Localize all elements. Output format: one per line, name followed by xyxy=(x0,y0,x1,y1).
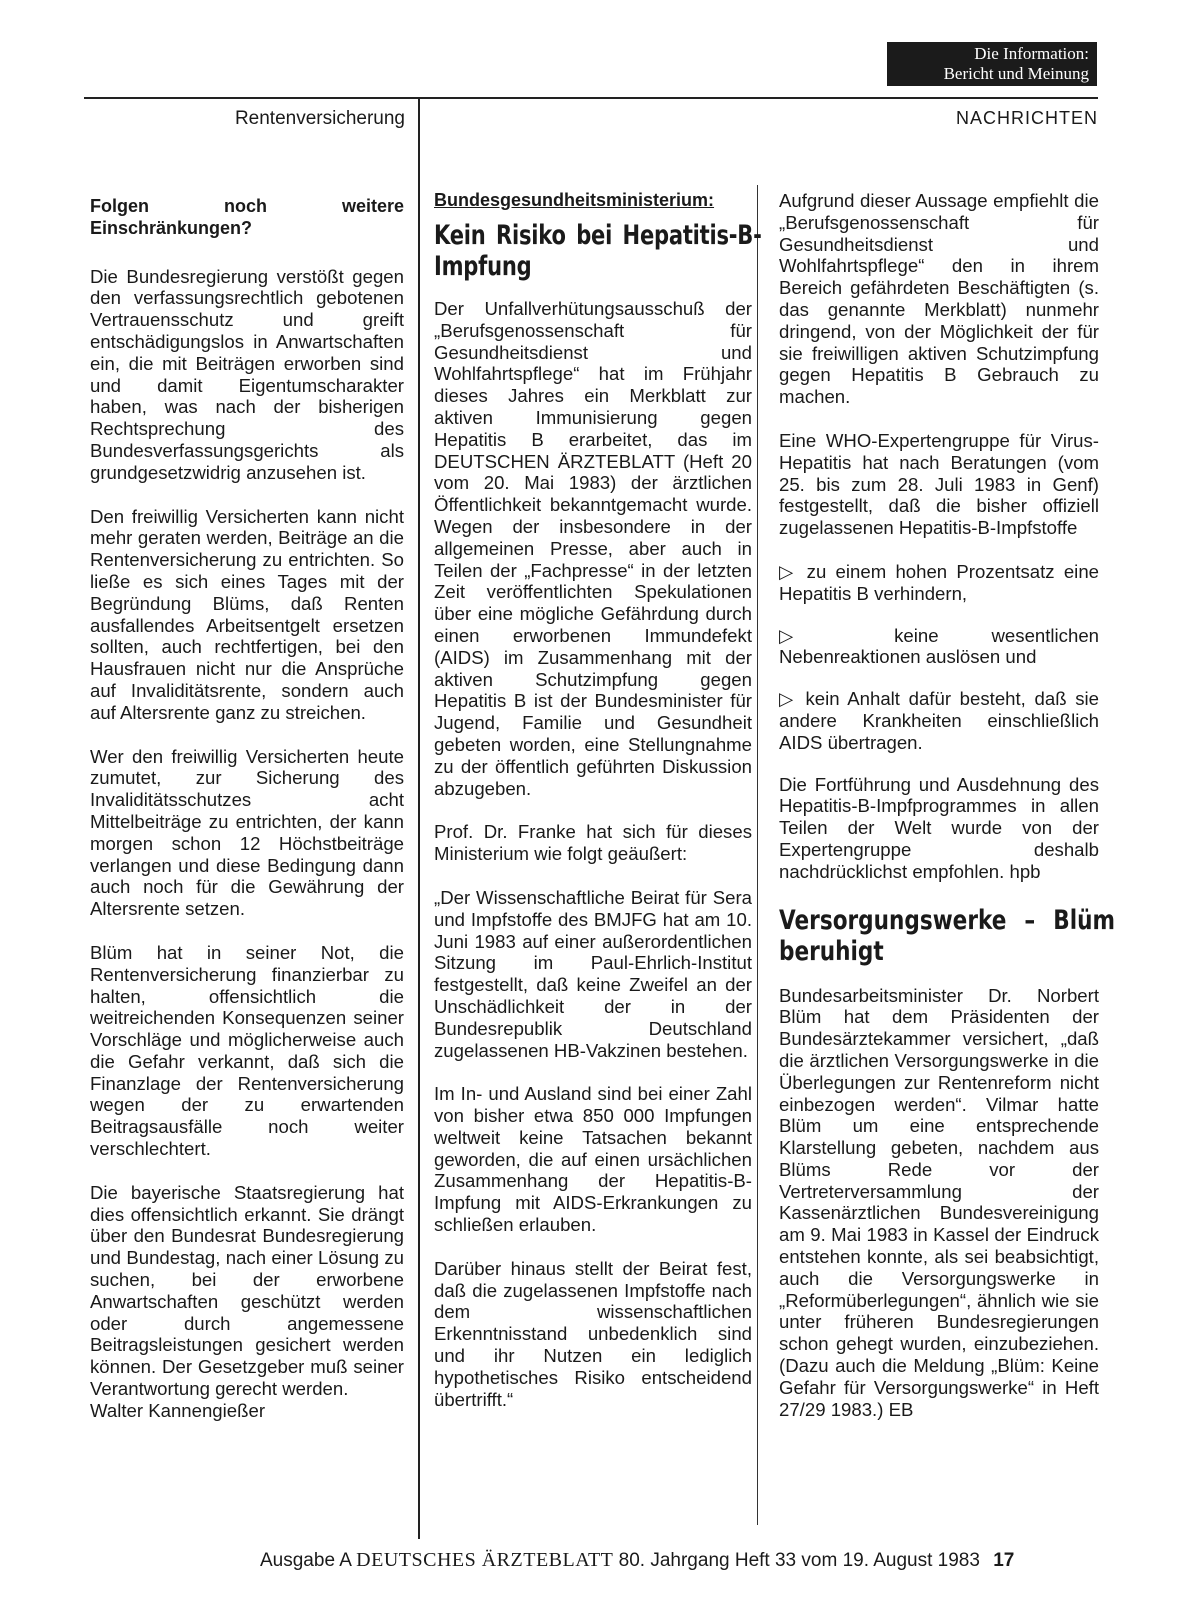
column-divider-right xyxy=(757,185,758,1525)
section-label-right: NACHRICHTEN xyxy=(955,108,1098,128)
page-footer xyxy=(260,1549,1105,1572)
paragraph: Darüber hinaus stellt der Beirat fest, daß die zugelassenen Impfstoffe nach dem wissenschaftlichen Erkenntnisstand unbedenklich sind und ihr Nutzen ein lediglich hypothetisches Risiko entscheidend übertrifft.“ xyxy=(434,1257,752,1410)
paragraph: Blüm hat in seiner Not, die Rentenversicherung finanzierbar zu halten, offensichtlich die weitreichenden Konsequenzen seiner Vorschläge und möglicherweise auch die Gefahr verkannt, daß sich die Finanzlage der Rentenversicherung wegen der zu erwartenden Beitragsausfälle noch weiter verschlechtert. xyxy=(90,941,404,1160)
footer-issue: 80. Jahrgang Heft 33 vom 19. August 1983 xyxy=(618,1550,980,1571)
paragraph: Prof. Dr. Franke hat sich für dieses Ministerium wie folgt geäußert: xyxy=(434,821,752,865)
paragraph: Der Unfallverhütungsausschuß der „Berufsgenossenschaft für Gesundheitsdienst und Wohlfahrtspflege“ hat im Frühjahr dieses Jahres ein Merkblatt zur aktiven Immunisierung gegen Hepatitis B erarbeitet, das im DEUTSCHEN ÄRZTEBLATT (Heft 20 vom 20. Mai 1983) der ärztlichen Öffentlichkeit bekanntgemacht wurde. Wegen der insbesondere in der allgemeinen Presse, aber auch in Teilen der „Fachpresse“ in der letzten Zeit veröffentlichten Spekulationen über eine mögliche Gefährdung durch einen erworbenen Immundefekt (AIDS) im Zusammenhang mit der aktiven Schutzimpfung gegen Hepatitis B ist der Bundesminister für Jugend, Familie und Gesundheit gebeten worden, eine Stellungnahme zu der öffentlich geführten Diskussion abzugeben. xyxy=(434,298,752,799)
column-right xyxy=(779,190,1115,1442)
section-badge xyxy=(887,42,1097,86)
paragraph: „Der Wissenschaftliche Beirat für Sera und Impfstoffe des BMJFG hat am 10. Juni 1983 auf einer außerordentlichen Sitzung im Paul-Ehrlich-Institut festgestellt, daß keine Zweifel an der Unschädlichkeit der in der Bundesrepublik Deutschland zugelassenen HB-Vakzinen bestehen. xyxy=(434,886,752,1061)
article-kicker: Bundesgesundheitsministerium: xyxy=(434,190,715,210)
paragraph: Im In- und Ausland sind bei einer Zahl von bisher etwa 850 000 Impfungen weltweit keine Tatsachen bekannt geworden, die auf einen ursächlichen Zusammenhang der Hepatitis-B-Impfung mit AIDS-Erkrankungen zu schließen erlauben. xyxy=(434,1083,752,1236)
paragraph: Die Bundesregierung verstößt gegen den verfassungsrechtlich gebotenen Vertrauensschutz und greift entschädigungslos in Anwartschaften ein, die mit Beiträgen erworben sind und damit Eigentumscharakter haben, was nach der bisherigen Rechtsprechung des Bundesverfassungsgerichts als grundgesetzwidrig anzusehen ist. xyxy=(90,265,404,483)
bullet-item: ▷ kein Anhalt dafür besteht, daß sie andere Krankheiten einschließlich AIDS übertragen. xyxy=(779,688,1099,753)
paragraph: Aufgrund dieser Aussage empfiehlt die „Berufsgenossenschaft für Gesundheitsdienst und Wohlfahrtspflege“ den in ihrem Bereich gefährdeten Beschäftigten (s. das genannte Merkblatt) nunmehr dringend, von der Möglichkeit der für sie freiwilligen aktiven Schutzimpfung gegen Hepatitis B Gebrauch zu machen. xyxy=(779,190,1099,408)
article-headline: Versorgungswerke – Blüm beruhigt xyxy=(779,904,1115,967)
column-rentenversicherung xyxy=(90,196,404,1444)
paragraph: Die Fortführung und Ausdehnung des Hepatitis-B-Impfprogrammes in allen Teilen der Welt wurde von der Expertengruppe deshalb nachdrücklichst empfohlen. hpb xyxy=(779,773,1099,882)
column-divider-left xyxy=(418,99,420,1539)
paragraph: Wer den freiwillig Versicherten heute zumutet, zur Sicherung des Invaliditätsschutzes acht Mittelbeiträge zu entrichten, der kann morgen schon 12 Höchstbeiträge verlangen und diese Bedingung dann auch noch für die Gewährung der Altersrente setzen. xyxy=(90,745,404,920)
bullet-item: ▷ keine wesentlichen Nebenreaktionen auslösen und xyxy=(779,624,1099,668)
page-number: 17 xyxy=(993,1550,1015,1571)
paragraph: Die bayerische Staatsregierung hat dies offensichtlich erkannt. Sie drängt über den Bundesrat Bundesregierung und Bundestag, nach einer Lösung zu suchen, bei der erworbene Anwartschaften geschützt werden oder durch angemessene Beitragsleistungen gesichert werden können. Der Gesetzgeber muß seiner Verantwortung gerecht werden. xyxy=(90,1181,404,1400)
header-rule xyxy=(84,97,1098,99)
badge-line-1: Die Information: xyxy=(974,44,1089,63)
article-headline: Kein Risiko bei Hepatitis-B-Impfung xyxy=(434,220,762,282)
paragraph: Bundesarbeitsminister Dr. Norbert Blüm hat dem Präsidenten der Bundesärztekammer versichert, „daß die ärztlichen Versorgungswerke in die Überlegungen zur Rentenreform nicht einbezogen werden“. Vilmar hatte Blüm um eine entsprechende Klarstellung gebeten, nachdem aus Blüms Rede vor der Vertreterversammlung der Kassenärztlichen Bundesvereinigung am 9. Mai 1983 in Kassel der Eindruck entstehen konnte, als sei beabsichtigt, auch die Versorgungswerke in „Reformüberlegungen“, ähnlich wie sie unter früheren Bundesregierungen schon gehegt wurden, einzubeziehen. (Dazu auch die Meldung „Blüm: Keine Gefahr für Versorgungswerke“ in Heft 27/29 1983.) EB xyxy=(779,984,1099,1420)
badge-line-2: Bericht und Meinung xyxy=(943,64,1089,83)
footer-edition: Ausgabe A xyxy=(260,1550,351,1571)
author-byline: Walter Kannengießer xyxy=(90,1399,266,1421)
column-hepatitis-article xyxy=(434,190,762,1432)
paragraph: Eine WHO-Expertengruppe für Virus-Hepatitis hat nach Beratungen (vom 25. bis zum 28. Juli 1983 in Genf) festgestellt, daß die bisher offiziell zugelassenen Hepatitis-B-Impfstoffe xyxy=(779,429,1099,539)
section-label-left: Rentenversicherung xyxy=(234,108,405,129)
bullet-item: ▷ zu einem hohen Prozentsatz eine Hepatitis B verhindern, xyxy=(779,560,1099,604)
subheading: Folgen noch weitere Einschränkungen? xyxy=(90,196,404,238)
paragraph: Den freiwillig Versicherten kann nicht mehr geraten werden, Beiträge an die Rentenversicherung zu entrichten. So ließe es sich eines Tages mit der Begründung Blüms, daß Renten ausfallendes Arbeitsentgelt ersetzen sollten, auch rechtfertigen, bei den Hausfrauen nicht nur die Ansprüche auf Invaliditätsrente, sondern auch auf Altersrente ganz zu streichen. xyxy=(90,505,404,723)
footer-magazine: DEUTSCHES ÄRZTEBLATT xyxy=(356,1549,614,1571)
